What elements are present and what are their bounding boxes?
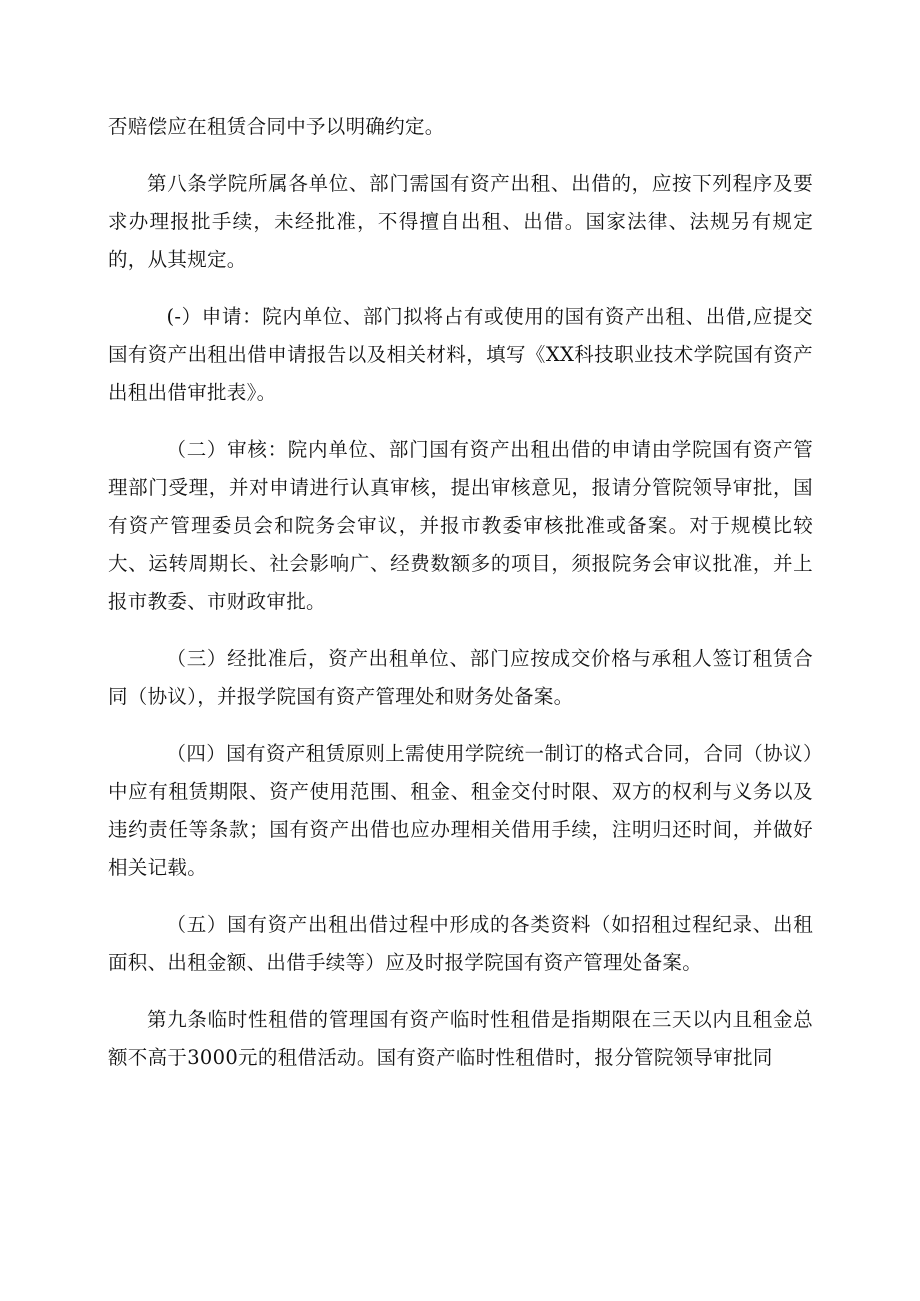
paragraph-item-4-format-contract: （四）国有资产租赁原则上需使用学院统一制订的格式合同，合同（协议）中应有租赁期限、资产使用范围、租金、租金交付时限、双方的权利与义务以及违约责任等条款；国有资产出借也应办理相关借用手续，注明归还时间，并做好相关记载。 [108,742,813,879]
paragraph-item-5-records: （五）国有资产出租出借过程中形成的各类资料（如招租过程纪录、出租面积、出租金额、出借手续等）应及时报学院国有资产管理处备案。 [108,913,813,974]
paragraph-article-9: 第九条临时性租借的管理国有资产临时性租借是指期限在三天以内且租金总额不高于3000元的租借活动。国有资产临时性租借时，报分管院领导审批同 [108,1008,813,1069]
paragraph-continuation: 否赔偿应在租赁合同中予以明确约定。 [108,115,445,138]
paragraph-item-2-review: （二）审核：院内单位、部门国有资产出租出借的申请由学院国有资产管理部门受理，并对申请进行认真审核，提出审核意见，报请分管院领导审批，国有资产管理委员会和院务会审议，并报市教委审核批准或备案。对于规模比较大、运转周期长、社会影响广、经费数额多的项目，须报院务会审议批准，并上报市教委、市财政审批。 [108,438,813,613]
paragraph-article-8: 第八条学院所属各单位、部门需国有资产出租、出借的，应按下列程序及要求办理报批手续，未经批准，不得擅自出租、出借。国家法律、法规另有规定的，从其规定。 [108,172,813,271]
document-body [108,108,813,1096]
paragraph-item-3-contract: （三）经批准后，资产出租单位、部门应按成交价格与承租人签订租赁合同（协议），并报学院国有资产管理处和财务处备案。 [108,647,813,708]
paragraph-item-1-application: (-）申请：院内单位、部门拟将占有或使用的国有资产出租、出借,应提交国有资产出租出借申请报告以及相关材料，填写《XX科技职业技术学院国有资产出租出借审批表》。 [108,305,813,404]
